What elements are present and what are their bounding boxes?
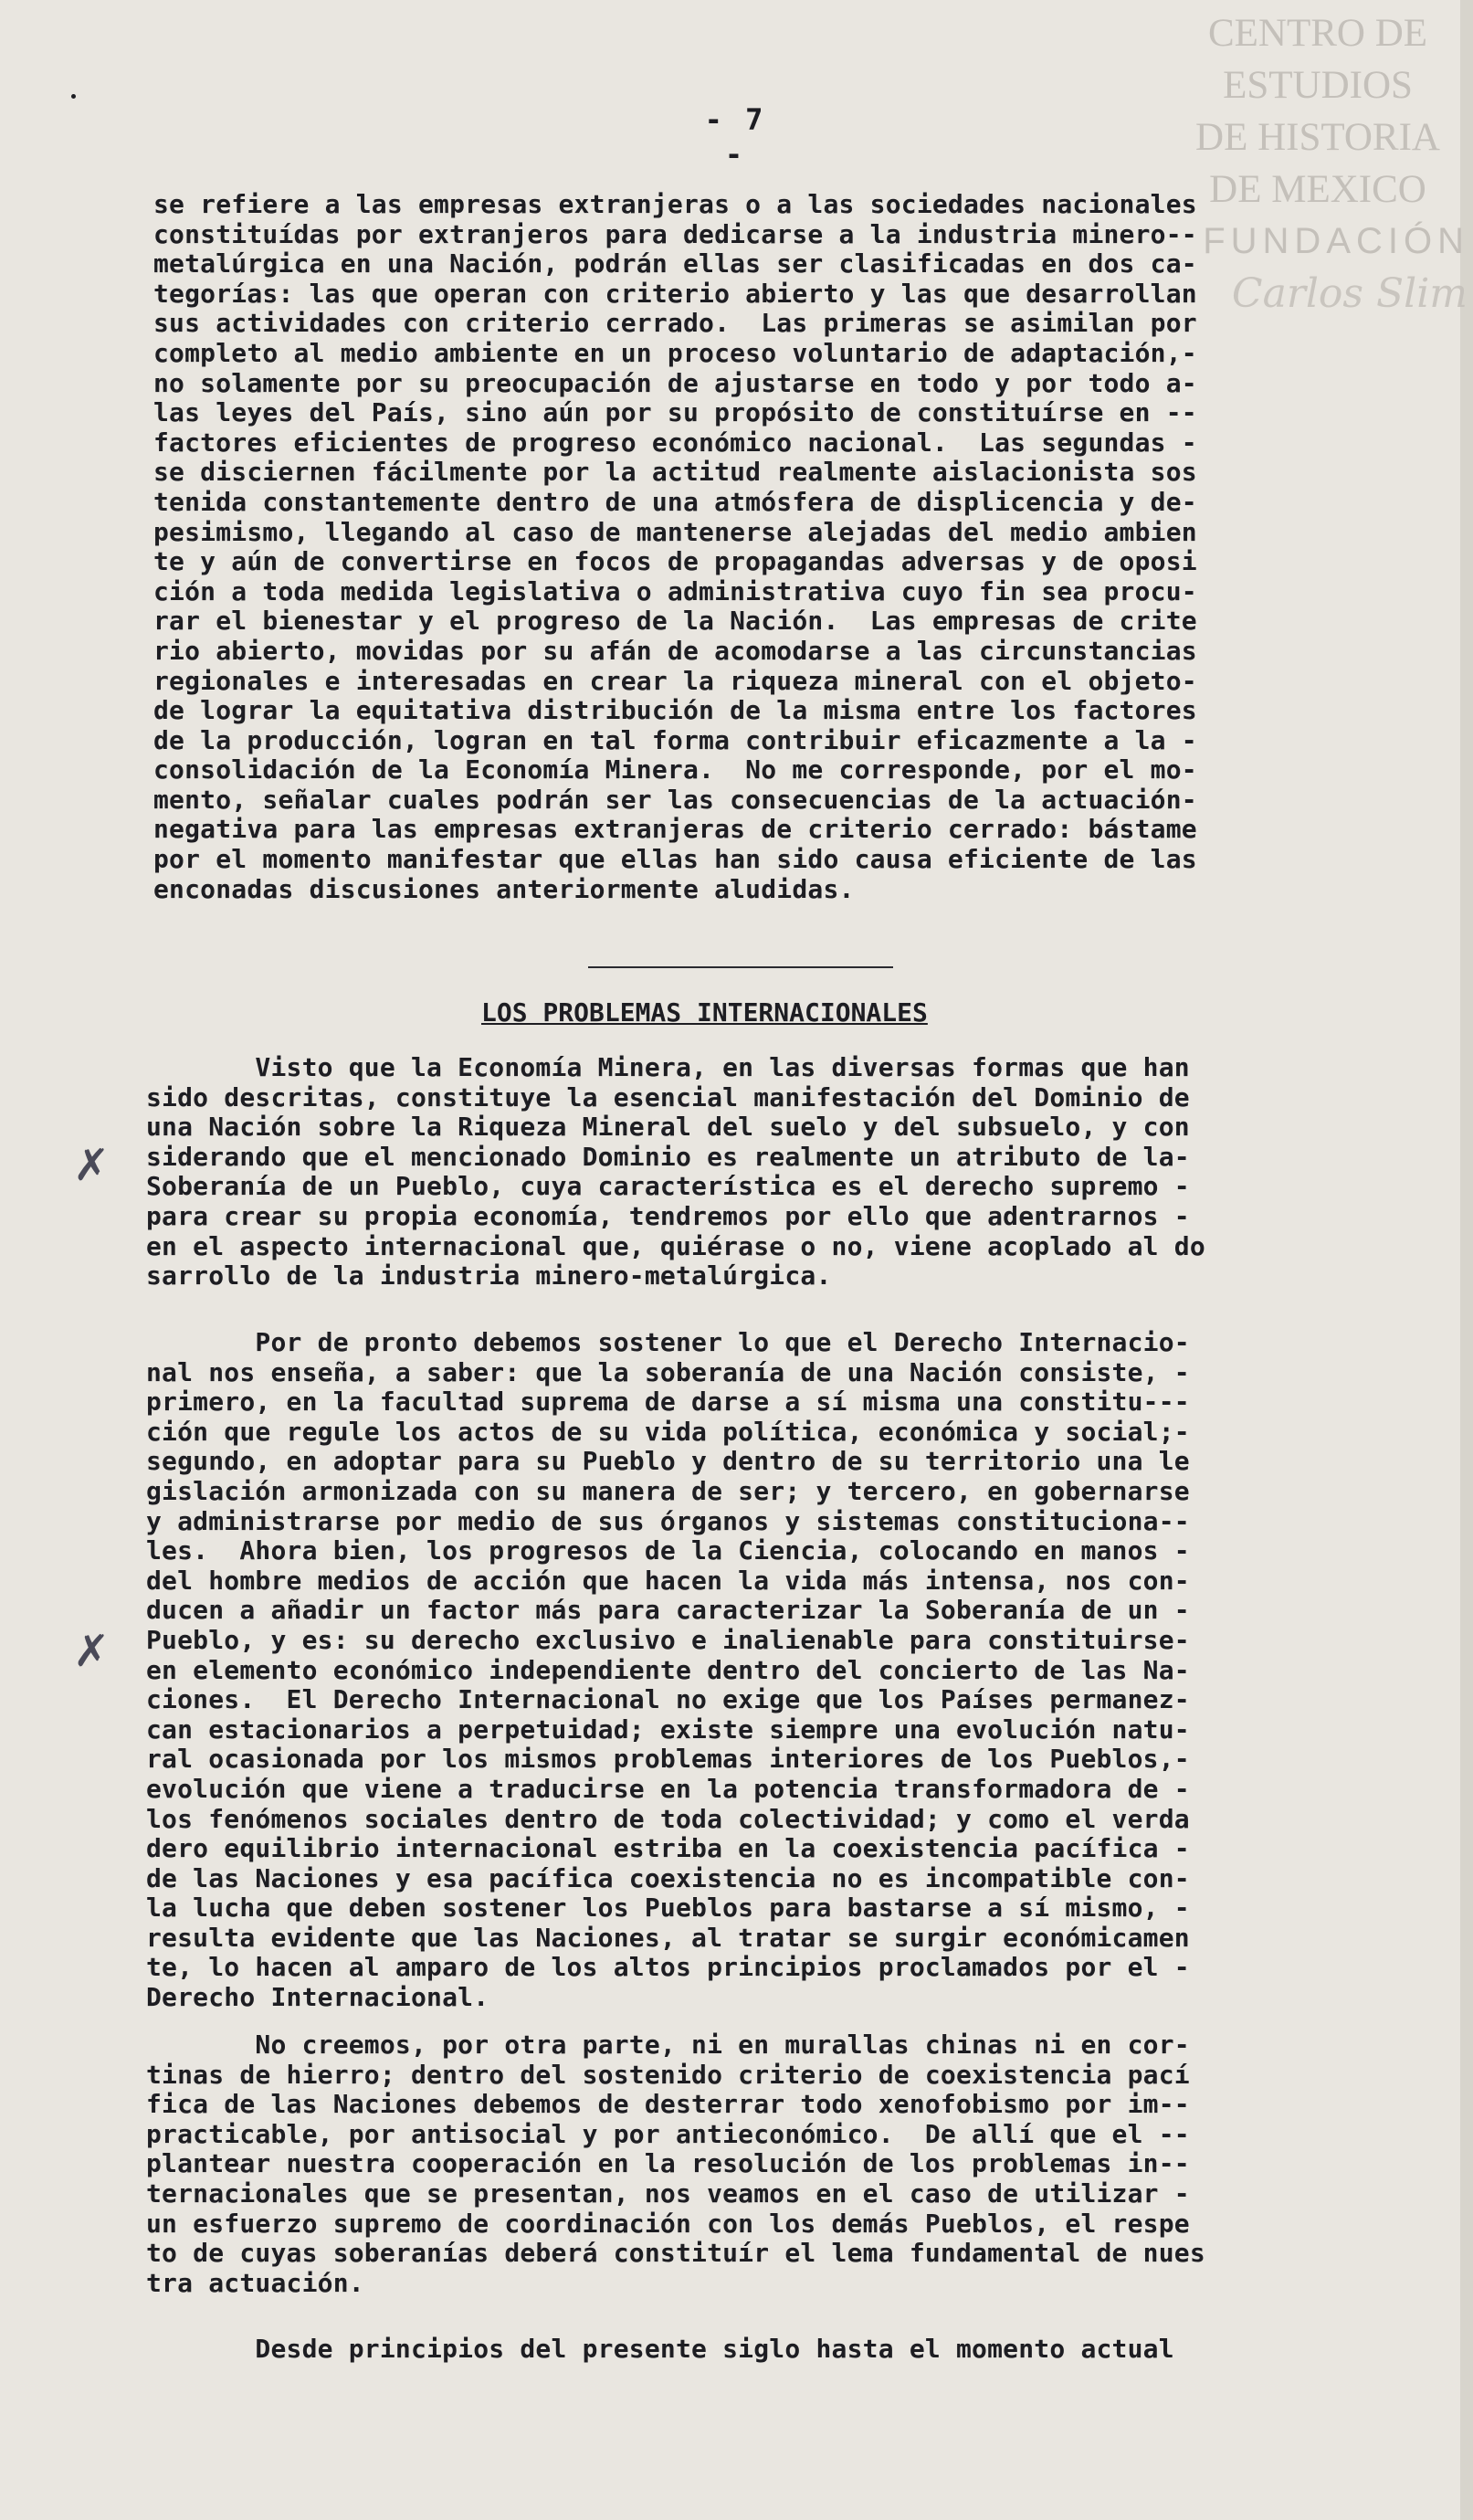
text-line: sido descritas, constituye la esencial manifestación del Dominio de (146, 1081, 1190, 1112)
text-line: una Nación sobre la Riqueza Mineral del suelo y del subsuelo, y con (146, 1112, 1190, 1143)
paragraph-2 (146, 1053, 1205, 1292)
text-line: de lograr la equitativa distribución de la misma entre los factores (153, 695, 1197, 726)
text-line: la lucha que deben sostener los Pueblos para bastarse a sí mismo, - (146, 1893, 1190, 1924)
watermark-line: DE HISTORIA (1195, 116, 1440, 159)
text-line: Pueblo, y es: su derecho exclusivo e inalienable para constituirse- (146, 1624, 1190, 1655)
margin-check-mark: ✗ (73, 1626, 110, 1677)
text-line: plantear nuestra cooperación en la resolución de los problemas in-- (146, 2148, 1190, 2179)
page-number: - 7 - (704, 102, 766, 172)
text-line: segundo, en adoptar para su Pueblo y dentro de su territorio una le (146, 1446, 1190, 1477)
text-line: enconadas discusiones anteriormente aludidas. (153, 873, 855, 904)
text-line: constituídas por extranjeros para dedicarse a la industria minero-- (153, 218, 1197, 249)
text-line: ducen a añadir un factor más para caracterizar la Soberanía de un - (146, 1595, 1190, 1626)
text-line: por el momento manifestar que ellas han sido causa eficiente de las (153, 844, 1197, 875)
text-line: un esfuerzo supremo de coordinación con los demás Pueblos, el respe (146, 2208, 1190, 2239)
text-line: tegorías: las que operan con criterio abierto y las que desarrollan (153, 278, 1197, 309)
watermark-foundation: FUNDACIÓN (1203, 221, 1469, 261)
text-line: en elemento económico independiente dentro del concierto de las Na- (146, 1654, 1190, 1685)
watermark-signature: Carlos Slim (1231, 270, 1468, 317)
text-line: regionales e interesadas en crear la riqueza mineral con el objeto- (153, 665, 1197, 696)
text-line: sarrollo de la industria minero-metalúrgica. (146, 1260, 832, 1292)
text-line: tinas de hierro; dentro del sostenido criterio de coexistencia pací (146, 2059, 1190, 2090)
text-line: Soberanía de un Pueblo, cuya característica es el derecho supremo - (146, 1171, 1190, 1202)
text-line: Visto que la Economía Minera, en las diversas formas que han (146, 1052, 1190, 1082)
text-line: las leyes del País, sino aún por su propósito de constituírse en -- (153, 397, 1197, 428)
text-line: te y aún de convertirse en focos de propagandas adversas y de oposi (153, 546, 1197, 577)
text-line: les. Ahora bien, los progresos de la Ciencia, colocando en manos - (146, 1535, 1190, 1566)
section-divider (588, 966, 893, 968)
text-line: negativa para las empresas extranjeras de criterio cerrado: bástame (153, 814, 1197, 845)
text-line: siderando que el mencionado Dominio es realmente un atributo de la- (146, 1141, 1190, 1172)
paper-edge (1460, 0, 1473, 2520)
watermark-line: CENTRO DE (1207, 12, 1428, 55)
text-line: primero, en la facultad suprema de darse a sí misma una constitu--- (146, 1387, 1190, 1418)
text-line: en el aspecto internacional que, quiérase o no, viene acoplado al do (146, 1230, 1205, 1261)
text-line: se disciernen fácilmente por la actitud realmente aislacionista sos (153, 457, 1197, 488)
text-line: No creemos, por otra parte, ni en murallas chinas ni en cor- (146, 2030, 1190, 2060)
text-line: ción a toda medida legislativa o administrativa cuyo fin sea procu- (153, 575, 1197, 606)
margin-check-mark: ✗ (73, 1140, 110, 1191)
paragraph-5 (146, 2335, 1174, 2365)
text-line: factores eficientes de progreso económico nacional. Las segundas - (153, 427, 1197, 458)
text-line: completo al medio ambiente en un proceso voluntario de adaptación,- (153, 337, 1197, 368)
text-line: tenida constantemente dentro de una atmósfera de displicencia y de- (153, 486, 1197, 517)
text-line: tra actuación. (146, 2267, 364, 2298)
text-line: y administrarse por medio de sus órganos y sistemas constituciona-- (146, 1505, 1190, 1536)
text-line: Derecho Internacional. (146, 1982, 489, 2013)
text-line: can estacionarios a perpetuidad; existe siempre una evolución natu- (146, 1713, 1190, 1745)
text-line: pesimismo, llegando al caso de mantenerse alejadas del medio ambien (153, 516, 1197, 547)
watermark-line: DE MEXICO (1209, 168, 1426, 211)
text-line: evolución que viene a traducirse en la potencia transformadora de - (146, 1773, 1190, 1804)
text-line: ción que regule los actos de su vida política, económica y social;- (146, 1416, 1190, 1447)
text-line: no solamente por su preocupación de ajustarse en todo y por todo a- (153, 367, 1197, 398)
section-heading: LOS PROBLEMAS INTERNACIONALES (481, 997, 928, 1028)
paragraph-4 (146, 2030, 1205, 2298)
text-line: to de cuyas soberanías deberá constituír el lema fundamental de nues (146, 2238, 1205, 2269)
text-line: gislación armonizada con su manera de ser; y tercero, en gobernarse (146, 1475, 1190, 1506)
text-line: para crear su propia economía, tendremos por ello que adentrarnos - (146, 1200, 1190, 1231)
text-line: nal nos enseña, a saber: que la soberanía de una Nación consiste, - (146, 1356, 1190, 1387)
text-line: sus actividades con criterio cerrado. Las primeras se asimilan por (153, 308, 1197, 339)
text-line: rar el bienestar y el progreso de la Nación. Las empresas de crite (153, 606, 1197, 637)
text-line: consolidación de la Economía Minera. No me corresponde, por el mo- (153, 754, 1197, 786)
text-line: te, lo hacen al amparo de los altos principios proclamados por el - (146, 1952, 1190, 1983)
text-line: fica de las Naciones debemos de desterrar todo xenofobismo por im-- (146, 2089, 1190, 2120)
text-line: resulta evidente que las Naciones, al tratar se surgir económicamen (146, 1922, 1190, 1953)
text-line: metalúrgica en una Nación, podrán ellas ser clasificadas en dos ca- (153, 248, 1197, 279)
text-line: ciones. El Derecho Internacional no exige que los Países permanez- (146, 1684, 1190, 1715)
text-line: de la producción, logran en tal forma contribuir eficazmente a la - (153, 724, 1197, 755)
ink-dot (71, 94, 76, 99)
archive-watermark (1163, 7, 1473, 320)
text-line: ternacionales que se presentan, nos veamos en el caso de utilizar - (146, 2177, 1190, 2209)
text-line: practicable, por antisocial y por antieconómico. De allí que el -- (146, 2118, 1190, 2149)
text-line: los fenómenos sociales dentro de toda colectividad; y como el verda (146, 1803, 1190, 1834)
text-line: rio abierto, movidas por su afán de acomodarse a las circunstancias (153, 635, 1197, 666)
text-line: del hombre medios de acción que hacen la vida más intensa, nos con- (146, 1565, 1190, 1596)
watermark-line: ESTUDIOS (1223, 64, 1413, 107)
paragraph-1 (153, 190, 1197, 904)
text-line: Desde principios del presente siglo hasta el momento actual (146, 2334, 1174, 2364)
text-line: se refiere a las empresas extranjeras o a las sociedades nacionales (153, 189, 1197, 219)
text-line: Por de pronto debemos sostener lo que el Derecho Internacio- (146, 1327, 1190, 1357)
text-line: mento, señalar cuales podrán ser las consecuencias de la actuación- (153, 784, 1197, 815)
text-line: dero equilibrio internacional estriba en la coexistencia pacífica - (146, 1833, 1190, 1864)
text-line: de las Naciones y esa pacífica coexistencia no es incompatible con- (146, 1862, 1190, 1893)
paragraph-3 (146, 1328, 1190, 2013)
text-line: ral ocasionada por los mismos problemas interiores de los Pueblos,- (146, 1744, 1190, 1775)
